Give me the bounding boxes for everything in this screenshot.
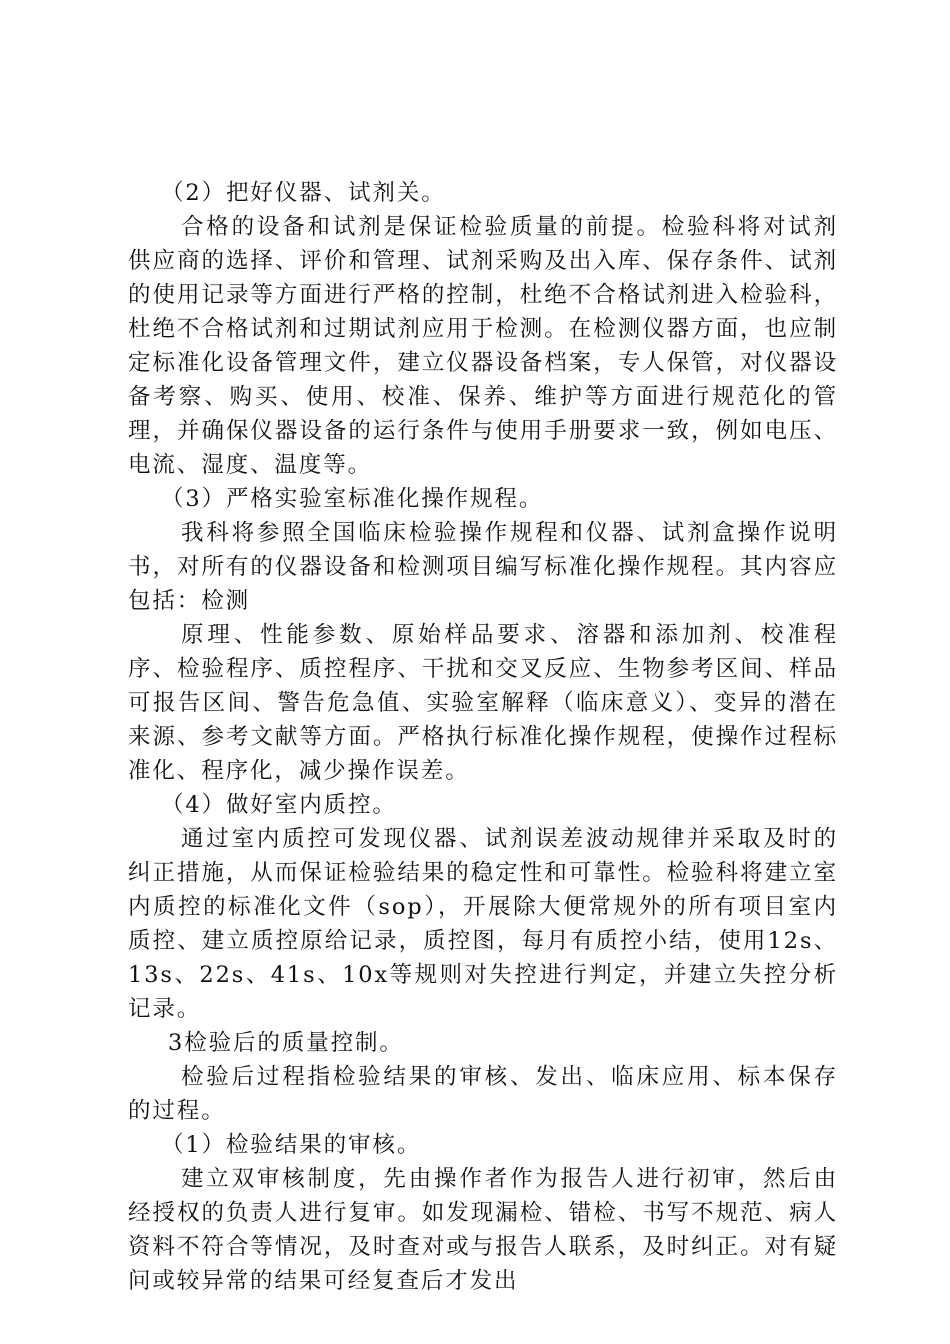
paragraph-procedures-intro: 我科将参照全国临床检验操作规程和仪器、试剂盒操作说明书，对所有的仪器设备和检测项目编写标准化操作规程。其内容应包括：检测: [128, 520, 838, 614]
subheading-standard-procedures: （3）严格实验室标准化操作规程。: [161, 486, 544, 512]
section-heading-post-analytical: 3检验后的质量控制。: [168, 1030, 404, 1056]
subheading-internal-qc: （4）做好室内质控。: [161, 792, 397, 818]
paragraph-internal-qc: 通过室内质控可发现仪器、试剂误差波动规律并采取及时的纠正措施，从而保证检验结果的稳定性和可靠性。检验科将建立室内质控的标准化文件（sop），开展除大便常规外的所有项目室内质控、建立质控原给记录，质控图，每月有质控小结，使用12s、13s、22s、41s、10x等规则对失控进行判定，并建立失控分析记录。: [128, 826, 838, 1022]
paragraph-post-analytical: 检验后过程指检验结果的审核、发出、临床应用、标本保存的过程。: [128, 1064, 838, 1124]
paragraph-equipment-reagents: 合格的设备和试剂是保证检验质量的前提。检验科将对试剂供应商的选择、评价和管理、试剂采购及出入库、保存条件、试剂的使用记录等方面进行严格的控制，杜绝不合格试剂进入检验科，杜绝不合格试剂和过期试剂应用于检测。在检测仪器方面，也应制定标准化设备管理文件，建立仪器设备档案，专人保管，对仪器设备考察、购买、使用、校准、保养、维护等方面进行规范化的管理，并确保仪器设备的运行条件与使用手册要求一致，例如电压、电流、湿度、温度等。: [128, 214, 838, 478]
paragraph-result-review: 建立双审核制度，先由操作者作为报告人进行初审，然后由经授权的负责人进行复审。如发现漏检、错检、书写不规范、病人资料不符合等情况，及时查对或与报告人联系，及时纠正。对有疑问或较异常的结果可经复查后才发出: [128, 1166, 838, 1294]
paragraph-procedures-content: 原理、性能参数、原始样品要求、溶器和添加剂、校准程序、检验程序、质控程序、干扰和交叉反应、生物参考区间、样品可报告区间、警告危急值、实验室解释（临床意义）、变异的潜在来源、参考文献等方面。严格执行标准化操作规程，使操作过程标准化、程序化，减少操作误差。: [128, 622, 838, 784]
document-body: [128, 176, 838, 1298]
subheading-result-review: （1）检验结果的审核。: [161, 1132, 422, 1158]
subheading-instruments-reagents: （2）把好仪器、试剂关。: [161, 180, 446, 206]
